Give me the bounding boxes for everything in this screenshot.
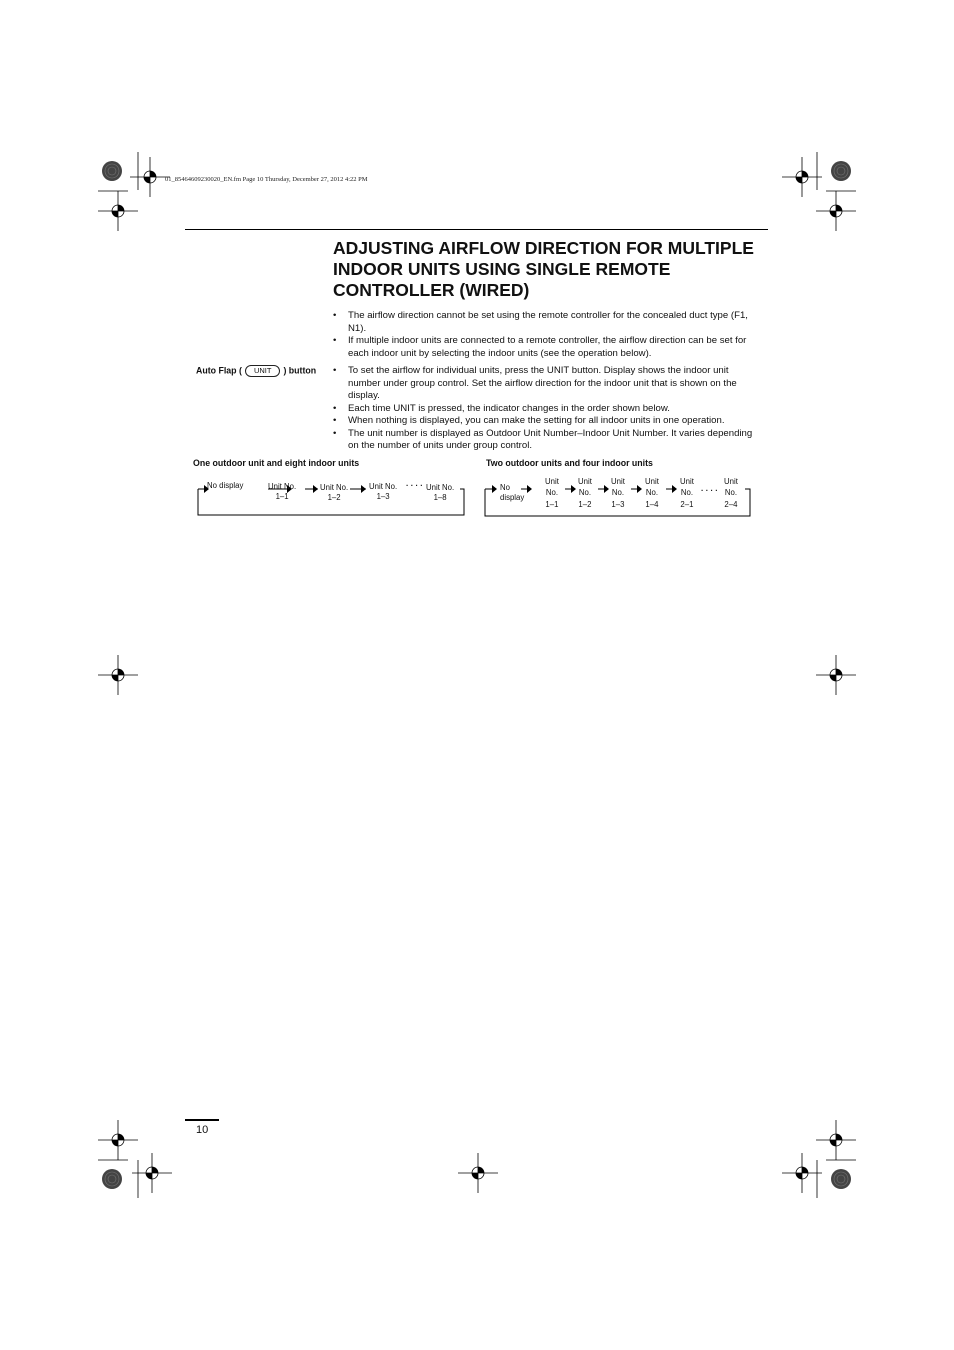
file-slug: 01_85464609230020_EN.fm Page 10 Thursday, December 27, 2012 4:22 PM xyxy=(165,176,368,183)
flow-step-unit: Unit No. 1–2 xyxy=(578,477,592,509)
flow-step-no-display: No display xyxy=(207,481,244,490)
footer-rule xyxy=(185,1119,219,1121)
button-bullet: • To set the airflow for individual units, press the UNIT button. Display shows the indoor unit number under group control. Set the airflow direction for the indoor unit that is shown on the display. xyxy=(333,365,761,403)
label-prefix: Auto Flap ( xyxy=(196,365,242,376)
flow-step-unit: Unit No. 1–3 xyxy=(611,477,625,509)
flow-step-unit: Unit No. 1–1 xyxy=(268,482,297,501)
flow-step-no-display: No display xyxy=(500,483,525,502)
label-suffix: ) button xyxy=(283,365,317,376)
intro-bullet: • The airflow direction cannot be set using the remote controller for the concealed duct type (F1, N1). xyxy=(333,310,761,335)
button-bullet: • When nothing is displayed, you can make the setting for all indoor units in one operation. xyxy=(333,415,761,428)
intro-bullet: • If multiple indoor units are connected to a remote controller, the airflow direction can be set for each indoor unit by selecting the indoor units (see the operation below). xyxy=(333,335,761,360)
page-number: 10 xyxy=(196,1124,209,1136)
unit-key-icon: UNIT xyxy=(245,365,281,377)
section-title: ADJUSTING AIRFLOW DIRECTION FOR MULTIPLE INDOOR UNITS USING SINGLE REMOTE CONTROLLER (WIRED) xyxy=(333,238,754,300)
flow-step-unit: Unit No. 1–3 xyxy=(369,482,398,501)
flow-step-unit: Unit No. 1–2 xyxy=(320,483,349,502)
flow-step-unit: Unit No. 1–4 xyxy=(645,477,659,509)
flow-step-unit: Unit No. 2–1 xyxy=(680,477,694,509)
diagram-one-outdoor-title: One outdoor unit and eight indoor units xyxy=(193,458,360,468)
button-bullet: • Each time UNIT is pressed, the indicator changes in the order shown below. xyxy=(333,403,761,416)
button-bullet: • The unit number is displayed as Outdoor Unit Number–Indoor Unit Number. It varies depending on the number of units under group control. xyxy=(333,428,761,453)
flow-step-unit: Unit No. 1–1 xyxy=(545,477,559,509)
flow-step-unit: Unit No. 1–8 xyxy=(426,483,455,502)
flow-ellipsis: · · · · xyxy=(406,481,423,490)
flow-ellipsis: · · · · xyxy=(701,486,718,495)
diagram-two-outdoor-title: Two outdoor units and four indoor units xyxy=(486,458,653,468)
flow-step-unit: Unit No. 2–4 xyxy=(724,477,738,509)
